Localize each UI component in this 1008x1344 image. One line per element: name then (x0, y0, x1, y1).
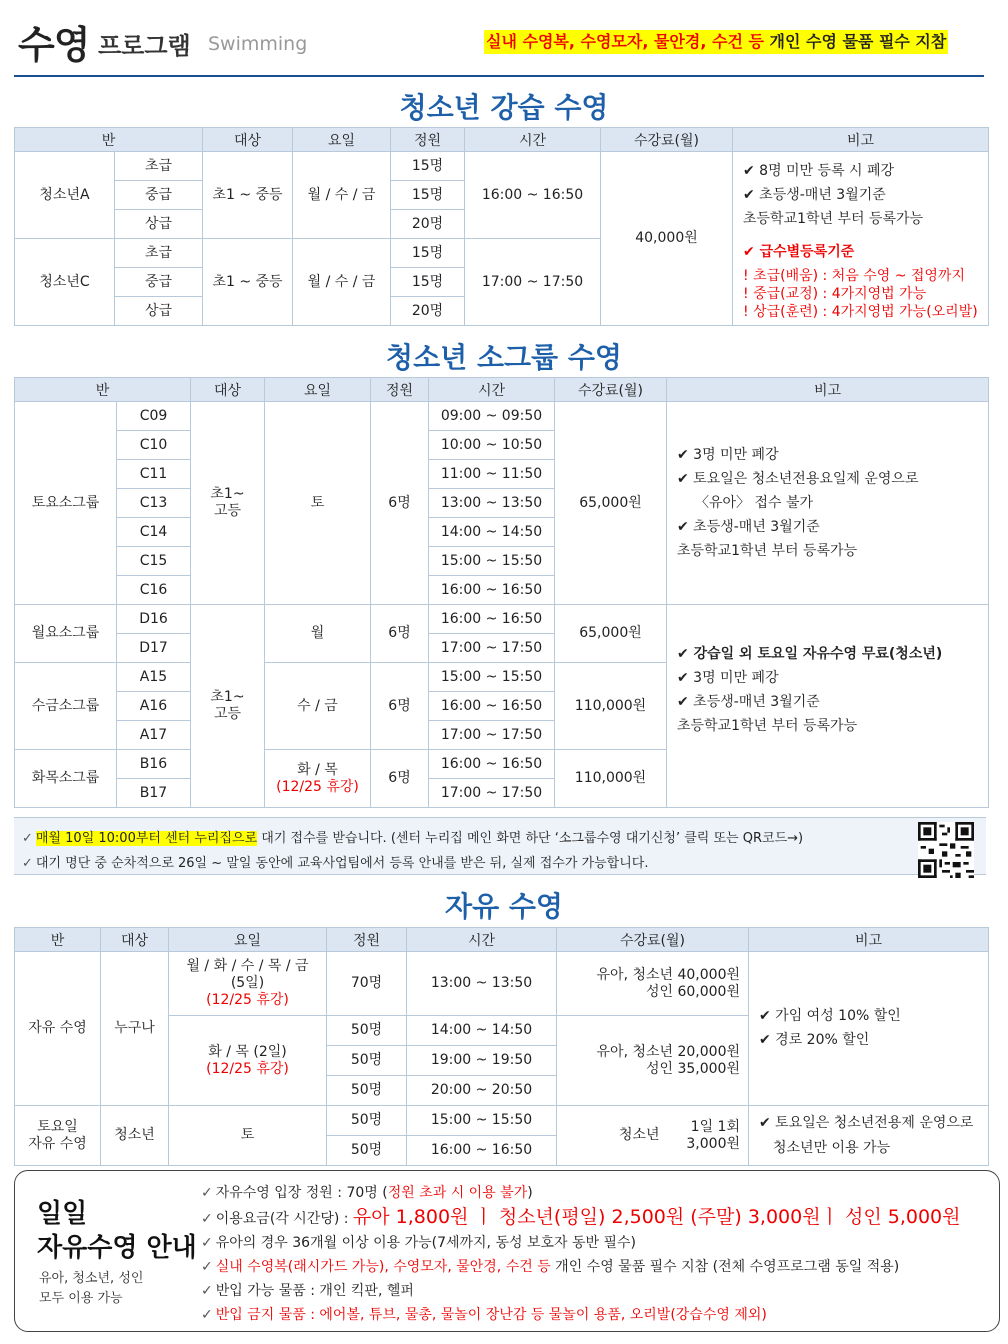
check-icon: ✓ (201, 1235, 213, 1251)
class-name: 토요소그룹 (15, 402, 117, 605)
daily-subtitle (39, 1269, 143, 1309)
item-text-red: 실내 수영복(래시가드 가능), 수영모자, 물안경, 수건 등 (215, 1259, 551, 1275)
target: 초1 ~ 중등 (203, 152, 293, 239)
list-item (201, 1303, 960, 1327)
header-capacity: 정원 (327, 928, 407, 952)
days: 화 / 목 (2일) (208, 1043, 287, 1060)
check-icon: ✓ (22, 856, 33, 871)
daily-subtitle-line: 모두 이용 가능 (39, 1291, 123, 1306)
class-code: C09 (117, 402, 191, 431)
header-note: 비고 (667, 378, 989, 402)
class-name: 월요소그룹 (15, 605, 117, 663)
daily-title (37, 1197, 197, 1265)
check-icon: ✓ (201, 1211, 213, 1227)
header-fee: 수강료(월) (557, 928, 749, 952)
capacity: 15명 (391, 181, 465, 210)
class-name: 수금소그룹 (15, 663, 117, 750)
time: 16:00 ~ 16:50 (407, 1136, 557, 1166)
header-capacity: 정원 (391, 128, 465, 152)
capacity: 50명 (327, 1046, 407, 1076)
time: 14:00 ~ 14:50 (429, 518, 555, 547)
time: 16:00 ~ 16:50 (429, 605, 555, 634)
capacity: 6명 (371, 402, 429, 605)
class-code: C14 (117, 518, 191, 547)
capacity: 20명 (391, 297, 465, 326)
fee-label: 청소년 (619, 1126, 660, 1143)
class-name: 청소년C (15, 239, 115, 326)
qr-code-icon[interactable] (918, 822, 974, 878)
note-line: 청소년만 이용 가능 (773, 1139, 891, 1156)
section-title-youth-lesson: 청소년 강습 수영 (399, 91, 609, 124)
days-cell (169, 952, 327, 1016)
time: 13:00 ~ 13:50 (429, 489, 555, 518)
table-header-row (15, 378, 989, 402)
section-title-free-swim: 자유 수영 (445, 890, 563, 923)
days: 월 / 수 / 금 (293, 152, 391, 239)
notice-text: 대기 접수를 받습니다. (센터 누리집 메인 화면 하단 ‘소그룹수영 대기신청’ 클릭 또는 QR코드→) (257, 831, 804, 846)
header-notice (484, 30, 948, 54)
note-line: ✔ 초등생-매년 3월기준 (743, 186, 886, 203)
target: 누구나 (101, 952, 169, 1106)
notes (733, 152, 989, 326)
page-header (0, 0, 1008, 78)
holiday-note: (12/25 휴강) (276, 778, 359, 795)
waitlist-notice (14, 817, 986, 875)
header-class: 반 (15, 378, 191, 402)
level: 상급 (115, 210, 203, 239)
fee: 65,000원 (555, 402, 667, 605)
capacity: 15명 (391, 152, 465, 181)
holiday-note: (12/25 휴강) (206, 992, 289, 1008)
page-english-title: Swimming (208, 33, 308, 55)
note-line: ✔ 3명 미만 폐강 (677, 446, 779, 463)
time: 16:00 ~ 16:50 (429, 576, 555, 605)
item-text: 이용요금(각 시간당) : (215, 1211, 353, 1227)
free-swim-table (14, 927, 989, 1166)
page-subtitle: 프로그램 (98, 32, 191, 60)
class-name: 청소년A (15, 152, 115, 239)
table-row (15, 1106, 989, 1136)
target: 초1~ 고등 (191, 605, 265, 808)
daily-subtitle-line: 유아, 청소년, 성인 (39, 1271, 144, 1286)
header-notice-text: 개인 수영 물품 필수 지참 (763, 32, 947, 51)
section-title-small-group: 청소년 소그룹 수영 (386, 341, 622, 374)
list-item (201, 1181, 960, 1205)
level: 초급 (115, 152, 203, 181)
note-line: ✔ 급수별등록기준 (743, 243, 855, 260)
level: 중급 (115, 181, 203, 210)
header-target: 대상 (203, 128, 293, 152)
capacity: 6명 (371, 750, 429, 808)
header-notice-red: 실내 수영복, 수영모자, 물안경, 수건 등 (486, 32, 764, 51)
capacity: 6명 (371, 663, 429, 750)
capacity: 15명 (391, 268, 465, 297)
youth-lesson-table (14, 127, 989, 326)
header-time: 시간 (407, 928, 557, 952)
notes (667, 605, 989, 808)
header-days: 요일 (169, 928, 327, 952)
header-note: 비고 (749, 928, 989, 952)
fee: 110,000원 (555, 663, 667, 750)
time: 17:00 ~ 17:50 (465, 239, 601, 326)
check-icon: ✓ (201, 1185, 213, 1201)
capacity: 15명 (391, 239, 465, 268)
fee-cell (557, 1106, 749, 1166)
time: 13:00 ~ 13:50 (407, 952, 557, 1016)
time: 09:00 ~ 09:50 (429, 402, 555, 431)
header-days: 요일 (265, 378, 371, 402)
table-row (15, 402, 989, 431)
note-line: 〈유아〉 접수 불가 (695, 494, 814, 511)
time: 17:00 ~ 17:50 (429, 634, 555, 663)
time: 15:00 ~ 15:50 (429, 547, 555, 576)
time: 20:00 ~ 20:50 (407, 1076, 557, 1106)
time: 10:00 ~ 10:50 (429, 431, 555, 460)
list-item (201, 1255, 960, 1279)
notes (749, 1106, 989, 1166)
notice-line-2 (22, 852, 648, 871)
item-text-red: 유아 1,800원 ㅣ 청소년(평일) 2,500원 (주말) 3,000원ㅣ 성인 5,000원 (352, 1206, 961, 1228)
class-code: C10 (117, 431, 191, 460)
time: 16:00 ~ 16:50 (429, 692, 555, 721)
days: 월 / 수 / 금 (293, 239, 391, 326)
check-icon: ✓ (201, 1307, 213, 1323)
header-target: 대상 (191, 378, 265, 402)
table-header-row (15, 128, 989, 152)
capacity: 50명 (327, 1016, 407, 1046)
note-line: ✔ 토요일은 청소년전용요일제 운영으로 (677, 470, 919, 487)
class-code: B17 (117, 779, 191, 808)
class-name: 토요일 자유 수영 (15, 1106, 101, 1166)
fee: 40,000원 (601, 152, 733, 326)
table-row (15, 605, 989, 634)
notice-text: 대기 명단 중 순차적으로 26일 ~ 말일 동안에 교육사업팀에서 등록 안내를 받은 뒤, 실제 접수가 가능합니다. (35, 856, 649, 871)
note-line: ✔ 가임 여성 10% 할인 (759, 1008, 901, 1024)
note-line: 초등학교1학년 부터 등록가능 (743, 210, 924, 227)
header-note: 비고 (733, 128, 989, 152)
time: 17:00 ~ 17:50 (429, 779, 555, 808)
days-cell (265, 750, 371, 808)
list-item (201, 1205, 960, 1231)
days: 토 (169, 1106, 327, 1166)
daily-title-line: 자유수영 안내 (37, 1233, 197, 1263)
class-code: C13 (117, 489, 191, 518)
notice-highlight: 매월 10일 10:00부터 센터 누리집으로 (35, 831, 258, 846)
table-row (15, 952, 989, 1016)
header-target: 대상 (101, 928, 169, 952)
class-code: D17 (117, 634, 191, 663)
target: 청소년 (101, 1106, 169, 1166)
days: 토 (265, 402, 371, 605)
table-row (15, 152, 989, 181)
time: 16:00 ~ 16:50 (429, 750, 555, 779)
daily-free-swim-box (14, 1170, 1000, 1332)
header-class: 반 (15, 928, 101, 952)
daily-title-line: 일일 (37, 1199, 88, 1229)
note-line: ! 중급(교정) : 4가지영법 가능 (743, 285, 927, 302)
note-line: ! 초급(배움) : 처음 수영 ~ 접영까지 (743, 267, 965, 284)
check-icon: ✓ (22, 831, 33, 846)
item-text: 유아의 경우 36개월 이상 이용 가능(7세까지, 동성 보호자 동반 필수) (215, 1235, 636, 1251)
level: 초급 (115, 239, 203, 268)
note-line: ✔ 강습일 외 토요일 자유수영 무료(청소년) (677, 646, 943, 662)
capacity: 50명 (327, 1076, 407, 1106)
target: 초1 ~ 중등 (203, 239, 293, 326)
page-title: 수영 (18, 23, 90, 67)
days-cell (169, 1016, 327, 1106)
level: 중급 (115, 268, 203, 297)
fee: 유아, 청소년 20,000원 성인 35,000원 (557, 1016, 749, 1106)
header-class: 반 (15, 128, 203, 152)
class-code: A17 (117, 721, 191, 750)
note-line: 초등학교1학년 부터 등록가능 (677, 542, 858, 559)
class-code: B16 (117, 750, 191, 779)
note-line: ✔ 8명 미만 등록 시 폐강 (743, 162, 895, 179)
time: 17:00 ~ 17:50 (429, 721, 555, 750)
check-icon: ✓ (201, 1283, 213, 1299)
note-line: ✔ 경로 20% 할인 (759, 1032, 870, 1048)
class-code: A15 (117, 663, 191, 692)
days: 화 / 목 (297, 761, 338, 778)
item-text-red: 반입 금지 물품 : 에어볼, 튜브, 물총, 물놀이 장난감 등 물놀이 용품, 오리발(강습수영 제외) (215, 1307, 767, 1323)
days: 월 (265, 605, 371, 663)
small-group-table (14, 377, 989, 808)
item-text: ) (527, 1185, 533, 1201)
header-days: 요일 (293, 128, 391, 152)
capacity: 6명 (371, 605, 429, 663)
fee: 65,000원 (555, 605, 667, 663)
note-line: ✔ 3명 미만 폐강 (677, 670, 779, 686)
note-line: 초등학교1학년 부터 등록가능 (677, 718, 858, 734)
class-name: 자유 수영 (15, 952, 101, 1106)
class-code: C11 (117, 460, 191, 489)
header-capacity: 정원 (371, 378, 429, 402)
time: 15:00 ~ 15:50 (407, 1106, 557, 1136)
header-fee: 수강료(월) (601, 128, 733, 152)
check-icon: ✓ (201, 1259, 213, 1275)
notes (667, 402, 989, 605)
target: 초1~ 고등 (191, 402, 265, 605)
class-code: A16 (117, 692, 191, 721)
header-divider (14, 75, 984, 77)
list-item (201, 1231, 960, 1255)
header-time: 시간 (429, 378, 555, 402)
class-code: D16 (117, 605, 191, 634)
fee: 유아, 청소년 40,000원 성인 60,000원 (557, 952, 749, 1016)
fee: 110,000원 (555, 750, 667, 808)
item-text: 개인 수영 물품 필수 지참 (전체 수영프로그램 동일 적용) (550, 1259, 900, 1275)
time: 15:00 ~ 15:50 (429, 663, 555, 692)
days: 월 / 화 / 수 / 목 / 금 (5일) (186, 958, 309, 991)
note-line: ✔ 초등생-매년 3월기준 (677, 518, 820, 535)
capacity: 20명 (391, 210, 465, 239)
table-header-row (15, 928, 989, 952)
class-code: C16 (117, 576, 191, 605)
holiday-note: (12/25 휴강) (206, 1060, 289, 1077)
class-code: C15 (117, 547, 191, 576)
days: 수 / 금 (265, 663, 371, 750)
level: 상급 (115, 297, 203, 326)
class-name: 화목소그룹 (15, 750, 117, 808)
item-text-red: 정원 초과 시 이용 불가 (387, 1185, 528, 1201)
note-line: ✔ 초등생-매년 3월기준 (677, 694, 820, 710)
notice-line-1 (22, 827, 803, 846)
header-time: 시간 (465, 128, 601, 152)
notes (749, 952, 989, 1106)
item-text: 자유수영 입장 정원 : 70명 ( (215, 1185, 388, 1201)
list-item (201, 1279, 960, 1303)
header-fee: 수강료(월) (555, 378, 667, 402)
capacity: 50명 (327, 1106, 407, 1136)
time: 14:00 ~ 14:50 (407, 1016, 557, 1046)
time: 16:00 ~ 16:50 (465, 152, 601, 239)
capacity: 50명 (327, 1136, 407, 1166)
time: 11:00 ~ 11:50 (429, 460, 555, 489)
time: 19:00 ~ 19:50 (407, 1046, 557, 1076)
item-text: 반입 가능 물품 : 개인 킥판, 헬퍼 (215, 1283, 414, 1299)
fee: 1일 1회 3,000원 (686, 1118, 740, 1152)
note-line: ! 상급(훈련) : 4가지영법 가능(오리발) (743, 303, 978, 320)
capacity: 70명 (327, 952, 407, 1016)
daily-info-list (201, 1181, 960, 1327)
note-line: ✔ 토요일은 청소년전용제 운영으로 (759, 1114, 974, 1131)
